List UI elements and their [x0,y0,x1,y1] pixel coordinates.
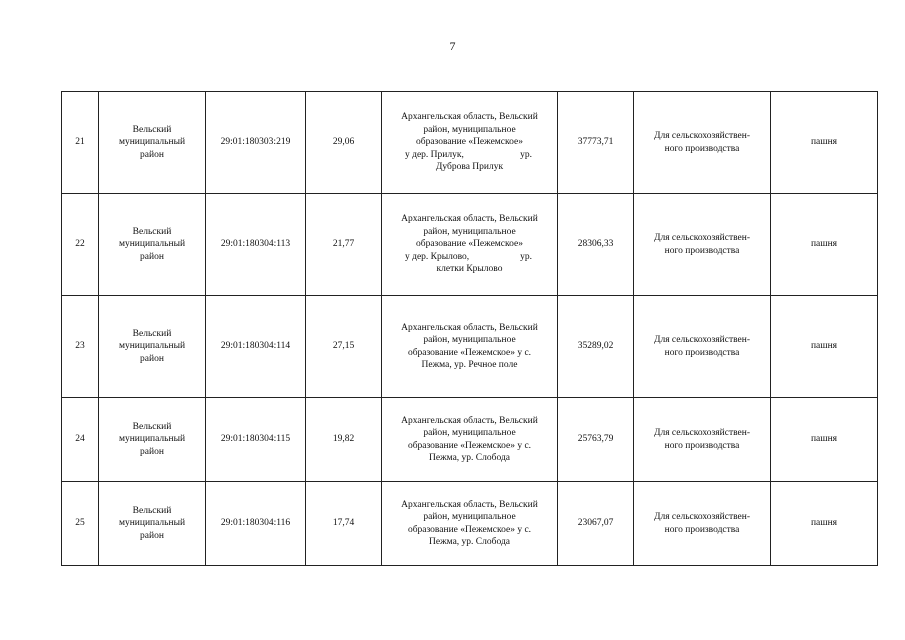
address-line: район, муниципальное [423,335,516,345]
price-cell: 35289,02 [558,296,634,398]
table-row [62,194,878,296]
price-cell: 23067,07 [558,482,634,566]
address-locality: у дер. Крылово, [405,251,470,262]
address-line: Пежма, ур. Речное поле [421,360,518,370]
address-tract-prefix: ур. [520,149,532,160]
table-row [62,296,878,398]
price-cell: 37773,71 [558,92,634,194]
purpose-cell [634,92,771,194]
district-line: муниципальный [118,434,186,445]
district-line: Вельский [132,226,172,237]
purpose-line: ного производства [664,245,740,256]
district-cell [99,194,206,296]
district-line: Вельский [132,421,172,432]
land-type-cell: пашня [771,482,878,566]
district-line: район [140,446,164,457]
district-line: район [140,353,164,364]
district-line: муниципальный [118,239,186,250]
row-number-cell: 23 [62,296,99,398]
address-cell [382,398,558,482]
purpose-cell [634,194,771,296]
table-row [62,482,878,566]
purpose-line: ного производства [664,347,740,358]
purpose-line: Для сельскохозяйствен- [653,512,751,522]
district-line: муниципальный [118,137,186,148]
address-line: образование «Пежемское» [415,137,523,148]
address-line: образование «Пежемское» [415,239,523,250]
land-type-cell: пашня [771,296,878,398]
page-number: 7 [449,39,456,53]
district-line: район [140,149,164,160]
cadastral-number-cell: 29:01:180304:113 [206,194,306,296]
district-cell [99,398,206,482]
district-line: муниципальный [118,341,186,352]
table-row [62,398,878,482]
address-line: образование «Пежемское» у с. [407,524,532,535]
address-cell [382,92,558,194]
area-cell: 27,15 [306,296,382,398]
purpose-line: Для сельскохозяйствен- [653,233,751,243]
area-cell: 21,77 [306,194,382,296]
table-row [62,92,878,194]
land-plots-table [61,91,878,566]
land-type-cell: пашня [771,398,878,482]
cadastral-number-cell: 29:01:180303:219 [206,92,306,194]
district-cell [99,296,206,398]
purpose-line: ного производства [664,440,740,451]
land-type-cell: пашня [771,194,878,296]
purpose-cell [634,296,771,398]
address-line: клетки Крылово [436,264,503,275]
address-line: Пежма, ур. Слобода [429,453,510,463]
address-line: образование «Пежемское» у с. [407,440,532,451]
purpose-line: Для сельскохозяйствен- [653,335,751,345]
address-line [385,251,554,264]
price-cell: 28306,33 [558,194,634,296]
address-cell [382,482,558,566]
address-line: район, муниципальное [423,226,516,237]
address-line: Архангельская область, Вельский [401,214,538,225]
district-line: Вельский [132,328,172,339]
row-number-cell: 25 [62,482,99,566]
address-line: район, муниципальное [423,512,516,522]
cadastral-number-cell: 29:01:180304:116 [206,482,306,566]
district-line: муниципальный [118,518,186,529]
address-line: Пежма, ур. Слобода [429,537,510,547]
purpose-cell [634,482,771,566]
district-line: Вельский [132,505,172,516]
address-line: район, муниципальное [423,428,516,438]
address-cell [382,194,558,296]
address-line: Архангельская область, Вельский [401,322,538,333]
land-type-cell: пашня [771,92,878,194]
address-line: образование «Пежемское» у с. [407,347,532,358]
price-cell: 25763,79 [558,398,634,482]
address-tract-prefix: ур. [520,251,532,262]
address-line: Архангельская область, Вельский [401,499,538,510]
purpose-cell [634,398,771,482]
area-cell: 17,74 [306,482,382,566]
purpose-line: Для сельскохозяйствен- [653,428,751,438]
address-line: район, муниципальное [423,124,516,135]
address-line: Архангельская область, Вельский [401,112,538,123]
row-number-cell: 24 [62,398,99,482]
purpose-line: Для сельскохозяйствен- [653,131,751,141]
district-cell [99,92,206,194]
address-locality: у дер. Прилук, [405,149,464,160]
row-number-cell: 21 [62,92,99,194]
row-number-cell: 22 [62,194,99,296]
address-line: Дуброва Прилук [435,162,504,173]
district-line: район [140,251,164,262]
area-cell: 19,82 [306,398,382,482]
cadastral-number-cell: 29:01:180304:114 [206,296,306,398]
address-cell [382,296,558,398]
district-cell [99,482,206,566]
cadastral-number-cell: 29:01:180304:115 [206,398,306,482]
district-line: Вельский [132,124,172,135]
purpose-line: ного производства [664,524,740,535]
district-line: район [140,530,164,541]
address-line [385,149,554,162]
area-cell: 29,06 [306,92,382,194]
address-line: Архангельская область, Вельский [401,415,538,426]
purpose-line: ного производства [664,143,740,154]
